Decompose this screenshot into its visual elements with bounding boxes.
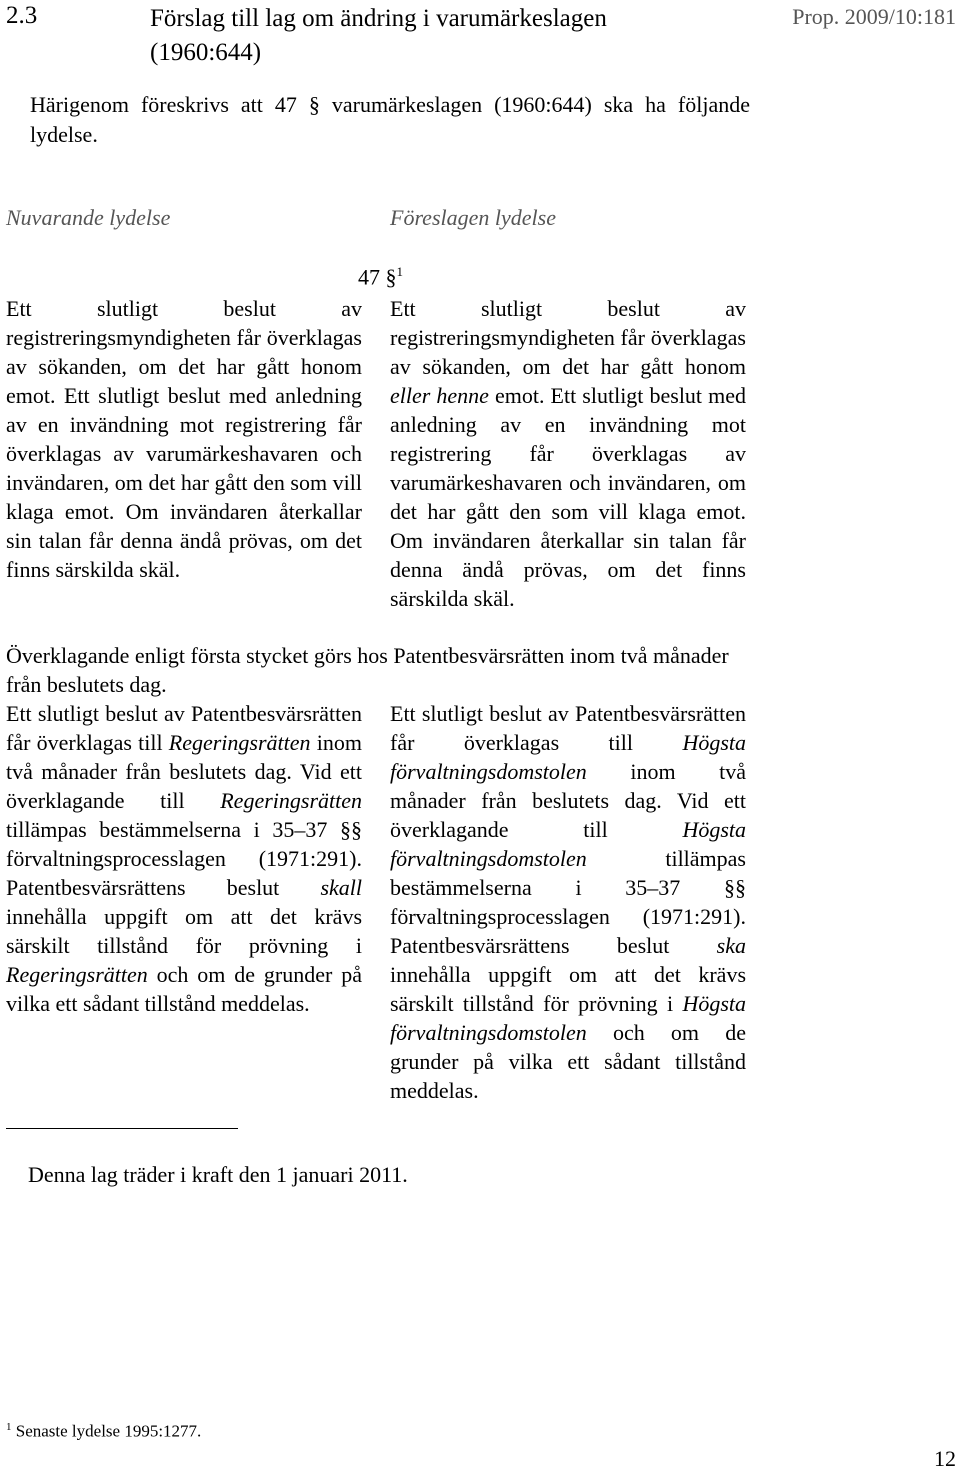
proposed-p1-text-cont: emot. Ett slutligt beslut med anledning av en invändning mot registrering får överklagas av varumärkeshavaren och invändaren, om det har gått den som vill klaga emot. Om invändaren återkallar sin talan får denna ändå prövas, om det finns särskilda skäl.	[390, 383, 746, 611]
current-p2-text: och om de grunder på vilka ett sådant tillstånd meddelas.	[6, 962, 362, 1016]
proposed-p2-text: innehålla uppgift om att det krävs särskilt tillstånd för prövning i	[390, 962, 746, 1016]
separator-rule	[6, 1128, 238, 1129]
proposed-paragraph-2	[390, 699, 746, 1105]
current-p2-text: tillämpas bestämmelserna i 35–37 §§ förvaltningsprocesslagen (1971:291). Patentbesvärsrättens beslut	[6, 817, 362, 900]
footnote-marker: 1	[6, 1421, 12, 1433]
current-paragraph-1: Ett slutligt beslut av registreringsmyndigheten får överklagas av sökanden, om det har gått honom emot. Ett slutligt beslut med anledning av en invändning mot registrering får överklagas av varumärkeshavaren och invändaren, om det har gått den som vill klaga emot. Om invändaren återkallar sin talan får denna ändå prövas, om det finns särskilda skäl.	[6, 296, 362, 582]
proposed-p2-text: tillämpas bestämmelserna i 35–37 §§ förvaltningsprocesslagen (1971:291). Patentbesvärsrättens beslut	[390, 846, 746, 958]
proposed-p2-court: Högsta förvaltningsdomstolen	[390, 730, 746, 784]
paragraph-number	[358, 264, 403, 290]
current-p2-court: Regeringsrätten	[6, 962, 148, 987]
paragraph-label: 47 §	[358, 264, 397, 290]
prop-reference: Prop. 2009/10:181	[792, 4, 956, 29]
footnote-text: Senaste lydelse 1995:1277.	[15, 1421, 202, 1441]
current-p2-court: Regeringsrätten	[168, 730, 311, 755]
proposed-p2-court: Högsta förvaltningsdomstolen	[390, 817, 746, 871]
proposed-p2-text: och om de grunder på vilka ett sådant tillstånd meddelas.	[390, 1020, 746, 1103]
proposed-p2-court: Högsta förvaltningsdomstolen	[390, 991, 746, 1045]
section-number: 2.3	[6, 2, 38, 29]
current-p2-text: inom två månader från beslutets dag. Vid ett överklagande till	[6, 730, 362, 813]
proposed-paragraph-1	[390, 294, 746, 613]
proposed-wording-heading: Föreslagen lydelse	[390, 205, 556, 230]
proposed-p1-amendment: eller henne	[390, 383, 489, 408]
current-p2-text: Ett slutligt beslut av Patentbesvärsrätten får överklagas till	[6, 701, 362, 755]
current-p2-text: innehålla uppgift om att det krävs särskilt tillstånd för prövning i	[6, 904, 362, 958]
footnote	[6, 1421, 201, 1442]
common-paragraph: Överklagande enligt första stycket görs hos Patentbesvärsrätten inom två månader från beslutets dag.	[6, 643, 729, 697]
current-p2-amendment: skall	[320, 875, 362, 900]
current-wording-heading: Nuvarande lydelse	[6, 205, 171, 230]
footnote-reference: 1	[396, 264, 403, 279]
proposed-p1-text: Ett slutligt beslut av registreringsmyndigheten får överklagas av sökanden, om det har gått honom	[390, 296, 746, 379]
current-p2-court: Regeringsrätten	[220, 788, 362, 813]
intro-text: Härigenom föreskrivs att 47 § varumärkeslagen (1960:644) ska ha följande lydelse.	[30, 92, 750, 147]
page-number: 12	[934, 1446, 956, 1471]
section-title: Förslag till lag om ändring i varumärkeslagen (1960:644)	[150, 5, 607, 66]
proposed-p2-text: Ett slutligt beslut av Patentbesvärsrätten får överklagas till	[390, 701, 746, 755]
current-paragraph-2	[6, 699, 362, 1018]
proposed-p2-text: inom två månader från beslutets dag. Vid ett överklagande till	[390, 759, 746, 842]
proposed-p2-amendment: ska	[716, 933, 746, 958]
effective-date: Denna lag träder i kraft den 1 januari 2011.	[28, 1162, 408, 1187]
